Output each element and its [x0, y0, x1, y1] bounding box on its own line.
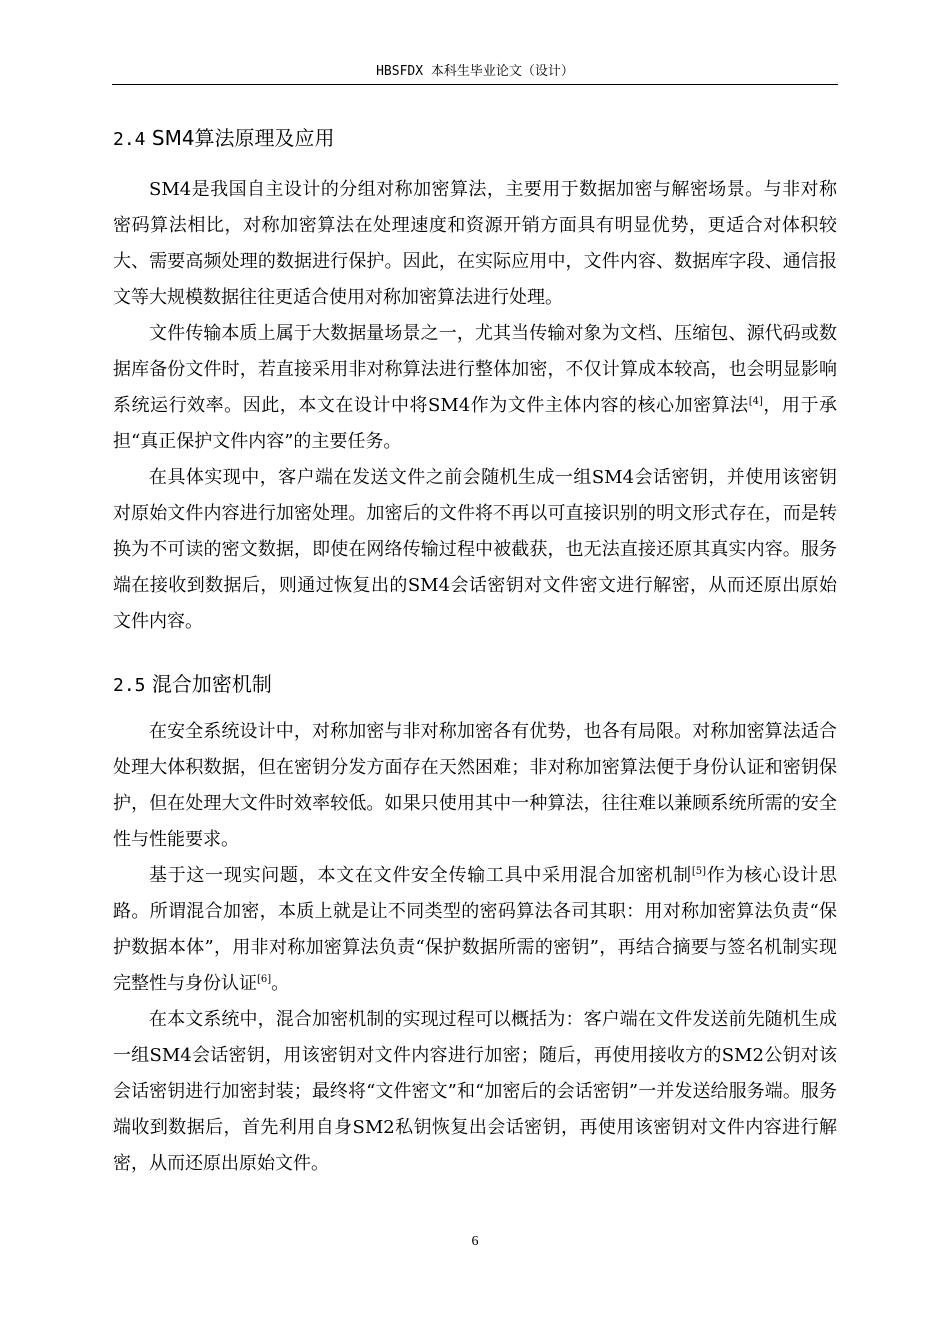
citation-ref: [5]	[691, 866, 706, 877]
section-number: 2.4	[113, 129, 146, 150]
citation-ref: [4]	[748, 396, 763, 407]
body-paragraph	[113, 714, 837, 858]
header-rule	[112, 84, 838, 85]
page-number: 6	[471, 1234, 479, 1249]
section-heading-2-5	[113, 670, 272, 700]
section-2-4-body	[113, 172, 837, 640]
section-2-5-body	[113, 714, 837, 1182]
section-title: 混合加密机制	[151, 672, 272, 696]
paragraph-text: 在安全系统设计中，对称加密与非对称加密各有优势，也各有局限。对称加密算法适合处理大体积数据，但在密钥分发方面存在天然困难；非对称加密算法便于身份认证和密钥保护，但在处理大文件时效率较低。如果只使用其中一种算法，往往难以兼顾系统所需的安全性与性能要求。	[113, 721, 837, 850]
section-heading-2-4	[113, 124, 335, 154]
paragraph-text: 基于这一现实问题，本文在文件安全传输工具中采用混合加密机制	[149, 865, 692, 886]
paragraph-text: 文件传输本质上属于大数据量场景之一，尤其当传输对象为文档、压缩包、源代码或数据库备份文件时，若直接采用非对称算法进行整体加密，不仅计算成本较高，也会明显影响系统运行效率。因此，本文在设计中将SM4作为文件主体内容的核心加密算法	[113, 323, 837, 416]
paragraph-text: 在具体实现中，客户端在发送文件之前会随机生成一组SM4会话密钥，并使用该密钥对原始文件内容进行加密处理。加密后的文件将不再以可直接识别的明文形式存在，而是转换为不可读的密文数据，即使在网络传输过程中被截获，也无法直接还原其真实内容。服务端在接收到数据后，则通过恢复出的SM4会话密钥对文件密文进行解密，从而还原出原始文件内容。	[113, 467, 837, 632]
paragraph-text: 作为核心设计思路。所谓混合加密，本质上就是让不同类型的密码算法各司其职：用对称加密算法负责“保护数据本体”，用非对称加密算法负责“保护数据所需的密钥”，再结合摘要与签名机制实现完整性与身份认证	[113, 865, 838, 994]
body-paragraph	[113, 1002, 837, 1182]
paragraph-text: SM4是我国自主设计的分组对称加密算法，主要用于数据加密与解密场景。与非对称密码算法相比，对称加密算法在处理速度和资源开销方面具有明显优势，更适合对体积较大、需要高频处理的数据进行保护。因此，在实际应用中，文件内容、数据库字段、通信报文等大规模数据往往更适合使用对称加密算法进行处理。	[113, 179, 837, 308]
body-paragraph	[113, 172, 837, 316]
body-paragraph	[113, 460, 837, 640]
running-header: HBSFDX 本科生毕业论文（设计）	[376, 64, 574, 79]
citation-ref: [6]	[257, 974, 272, 985]
section-number: 2.5	[113, 675, 146, 696]
paragraph-text: ，用于承担“真正保护文件内容”的主要任务。	[113, 395, 837, 452]
paragraph-text: 在本文系统中，混合加密机制的实现过程可以概括为：客户端在文件发送前先随机生成一组SM4会话密钥，用该密钥对文件内容进行加密；随后，再使用接收方的SM2公钥对该会话密钥进行加密封装；最终将“文件密文”和“加密后的会话密钥”一并发送给服务端。服务端收到数据后，首先利用自身SM2私钥恢复出会话密钥，再使用该密钥对文件内容进行解密，从而还原出原始文件。	[113, 1009, 837, 1174]
body-paragraph	[113, 858, 837, 1002]
paragraph-text: 。	[271, 973, 290, 994]
section-title: SM4算法原理及应用	[151, 126, 335, 150]
body-paragraph	[113, 316, 837, 460]
